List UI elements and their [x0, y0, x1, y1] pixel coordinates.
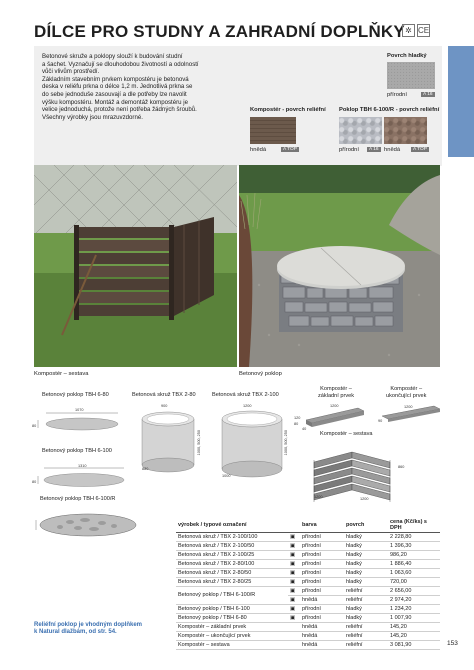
cell-product: Betonová skruž / TBX 2-80/100: [176, 559, 288, 568]
cell-surface: hladký: [344, 541, 388, 550]
dim-label: 80: [294, 422, 299, 426]
table-row: [176, 613, 440, 622]
cell-product: Kompostér – základní prvek: [176, 622, 288, 631]
cell-price: 1 886,40: [388, 559, 440, 568]
cell-color: přírodní: [300, 604, 344, 613]
table-row: [176, 640, 440, 649]
col-header: povrch: [344, 518, 388, 533]
ce-mark-icon: CE: [418, 26, 430, 35]
cell-product: Betonová skruž / TBX 2-100/25: [176, 550, 288, 559]
swatch-tag: A TOP: [413, 147, 427, 152]
page-title: DÍLCE PRO STUDNY A ZAHRADNÍ DOPLŇKY: [34, 22, 405, 41]
cell-color: přírodní: [300, 577, 344, 586]
cell-color: přírodní: [300, 559, 344, 568]
product-icon: ▣: [288, 604, 300, 613]
dim-label: 120: [294, 416, 301, 420]
cell-product: Betonová skruž / TBX 2-80/50: [176, 568, 288, 577]
dim-label: 1000, 500, 250: [284, 430, 288, 456]
cell-price: 145,20: [388, 631, 440, 640]
swatch-tbh-title: Poklop TBH 6-100/R - povrch reliéfní: [339, 107, 440, 113]
swatch-smooth-caption: přírodní: [387, 92, 407, 98]
product-icon: ▣: [288, 533, 300, 542]
table-row: [176, 586, 440, 595]
cell-surface: hladký: [344, 559, 388, 568]
cell-price: 986,20: [388, 550, 440, 559]
intro-line: deska v reliéfu prkna o délce 1,2 m. Jednotlivá prkna se: [42, 83, 193, 91]
product-icon: [288, 640, 300, 649]
col-header-icon: [288, 518, 300, 533]
product-icon: ▣: [288, 586, 300, 595]
table-row: [176, 568, 440, 577]
table-row: [176, 533, 440, 542]
cell-color: přírodní: [300, 568, 344, 577]
cell-color: přírodní: [300, 613, 344, 622]
label-line: Kompostér –: [390, 386, 423, 392]
cell-price: 2 656,00: [388, 586, 440, 595]
dim-label: 40: [302, 427, 307, 431]
swatch-relief-caption: hnědá: [250, 147, 267, 153]
product-icon: [288, 631, 300, 640]
chapter-tab: [448, 46, 474, 157]
dim-label: 80: [32, 480, 37, 484]
table-row: [176, 550, 440, 559]
swatch-relief-sample: [250, 117, 296, 144]
photo-well-cover: [239, 165, 440, 367]
label-line: Kompostér –: [320, 386, 352, 392]
drawing-label-poklop-6100r: Betonový poklop TBH 6-100/R: [40, 496, 116, 502]
swatch-tbh-caption: přírodní: [339, 147, 359, 153]
cell-price: 1 234,20: [388, 604, 440, 613]
cell-color: přírodní: [300, 533, 344, 542]
drawing-komp-sestava: [304, 440, 404, 510]
cell-product: Betonová skruž / TBX 2-100/100: [176, 533, 288, 542]
cell-color: přírodní: [300, 541, 344, 550]
cell-product: Betonový poklop / TBH 6-80: [176, 613, 288, 622]
cell-surface: reliéfní: [344, 640, 388, 649]
cell-price: 2 974,20: [388, 595, 440, 604]
cell-color: hnědá: [300, 595, 344, 604]
cell-price: 145,20: [388, 622, 440, 631]
label-line: ukončující prvek: [386, 392, 427, 399]
product-icon: ▣: [288, 568, 300, 577]
dim-label: 860: [398, 465, 405, 469]
table-row: [176, 559, 440, 568]
swatch-tag: A 16: [423, 92, 433, 97]
cell-product: Betonový poklop / TBH 6-100/R: [176, 586, 288, 604]
product-icon: ▣: [288, 613, 300, 622]
drawing-poklop-680: [34, 402, 124, 434]
product-icon: [288, 622, 300, 631]
swatch-smooth-title: Povrch hladký: [387, 53, 427, 59]
cell-surface: reliéfní: [344, 622, 388, 631]
swatch-tbh-caption: hnědá: [384, 147, 401, 153]
intro-line: Všechny výrobky jsou mrazuvzdorné.: [42, 113, 143, 121]
cell-price: 1 063,60: [388, 568, 440, 577]
intro-line: vůči vlivům prostředí.: [42, 68, 100, 76]
table-row: [176, 622, 440, 631]
product-icon: ▣: [288, 541, 300, 550]
product-icon: ▣: [288, 577, 300, 586]
swatch-tag: A TOP: [283, 147, 297, 152]
table-row: [176, 541, 440, 550]
swatch-tag: A 16: [369, 147, 379, 152]
cell-color: hnědá: [300, 631, 344, 640]
intro-line: výšku kompostéru. Montáž a demontáž kompostéru je: [42, 98, 188, 106]
cell-color: hnědá: [300, 622, 344, 631]
drawing-label-skruz-2100: Betonová skruž TBX 2-100: [212, 392, 279, 398]
swatch-tbh-natural: [339, 117, 382, 144]
table-row: [176, 604, 440, 613]
dim-label: 80: [32, 424, 37, 428]
cell-surface: hladký: [344, 613, 388, 622]
col-header: výrobek / typové označení: [176, 518, 288, 533]
note-line: Reliéfní poklop je vhodným doplňkem: [34, 622, 143, 628]
drawing-label-skruz-280: Betonová skruž TBX 2-80: [132, 392, 196, 398]
dim-label: 90: [378, 419, 383, 423]
photo-well-cover-caption: Betonový poklop: [239, 371, 282, 377]
cell-surface: hladký: [344, 568, 388, 577]
intro-line: velice jednoduchá, protože není potřeba žádných šroubů.: [42, 106, 197, 114]
intro-line: a šachet. Vyznačují se dlouhodobou životností a odolností: [42, 60, 199, 68]
drawing-poklop-6100r: [30, 508, 140, 546]
header-icons: [402, 24, 430, 37]
cell-product: Kompostér – ukončující prvek: [176, 631, 288, 640]
col-header: cena (Kč/ks) s DPH: [388, 518, 440, 533]
table-row: [176, 577, 440, 586]
drawing-label-poklop-6100: Betonový poklop TBH 6-100: [42, 448, 112, 454]
dim-label: 880: [142, 467, 149, 471]
intro-line: Betonové skruže a poklopy slouží k budování studní: [42, 53, 183, 60]
cell-price: 1 007,90: [388, 613, 440, 622]
photo-composter-caption: Kompostér – sestava: [34, 371, 89, 377]
photo-composter: [34, 165, 237, 367]
cell-product: Betonová skruž / TBX 2-80/25: [176, 577, 288, 586]
price-table-header: [176, 518, 440, 533]
cell-price: 1 396,30: [388, 541, 440, 550]
drawing-skruz-280: [128, 402, 208, 482]
cell-surface: reliéfní: [344, 631, 388, 640]
dim-label: 1200: [330, 404, 339, 408]
drawing-poklop-6100: [34, 458, 129, 490]
cell-surface: hladký: [344, 604, 388, 613]
drawing-label-poklop-680: Betonový poklop TBH 6-80: [42, 392, 109, 398]
dim-label: 1310: [78, 464, 87, 468]
product-icon: ▣: [288, 595, 300, 604]
table-row: [176, 631, 440, 640]
swatch-relief-title: Kompostér - povrch reliéfní: [250, 107, 326, 113]
price-table: [176, 518, 440, 650]
intro-text: [42, 53, 212, 121]
dim-label: 1000: [222, 474, 231, 478]
cell-price: 3 081,90: [388, 640, 440, 649]
cell-surface: reliéfní: [344, 595, 388, 604]
page-number: 153: [447, 640, 458, 647]
frost-icon: ✲: [402, 24, 415, 37]
cell-product: Betonový poklop / TBH 6-100: [176, 604, 288, 613]
cell-product: Kompostér – sestava: [176, 640, 288, 649]
swatch-tbh-brown: [384, 117, 427, 144]
cell-price: 720,00: [388, 577, 440, 586]
dim-label: 900: [161, 404, 168, 408]
intro-line: Základním stavebním prvkem kompostéru je betonová: [42, 75, 189, 83]
label-line: základní prvek: [318, 392, 355, 399]
cell-color: přírodní: [300, 586, 344, 595]
cell-surface: hladký: [344, 533, 388, 542]
intro-line: do sebe jednoduše zasouvají a dle potřeby lze navolit: [42, 90, 187, 98]
drawing-label-komp-ukon: [386, 386, 426, 399]
cell-color: hnědá: [300, 640, 344, 649]
swatch-smooth-sample: [387, 62, 435, 89]
cell-surface: hladký: [344, 577, 388, 586]
dim-label: 1200: [404, 405, 413, 409]
dim-label: 1070: [75, 408, 84, 412]
dim-label: 1000, 500, 250: [197, 430, 201, 456]
drawing-label-komp-zakl: [318, 386, 354, 399]
cell-surface: hladký: [344, 550, 388, 559]
cell-product: Betonová skruž / TBX 2-100/50: [176, 541, 288, 550]
drawing-label-komp-sestava: Kompostér – sestava: [320, 431, 373, 437]
product-icon: ▣: [288, 559, 300, 568]
relief-cover-note: [34, 622, 142, 637]
cell-price: 2 228,80: [388, 533, 440, 542]
dim-label: 1200: [314, 495, 323, 499]
product-icon: ▣: [288, 550, 300, 559]
note-line: k Natural dlažbám, od str. 54.: [34, 629, 117, 636]
cell-surface: reliéfní: [344, 586, 388, 595]
cell-color: přírodní: [300, 550, 344, 559]
drawing-komp-ukon: [378, 400, 448, 430]
col-header: barva: [300, 518, 344, 533]
dim-label: 1200: [360, 497, 369, 501]
dim-label: 1200: [243, 404, 252, 408]
